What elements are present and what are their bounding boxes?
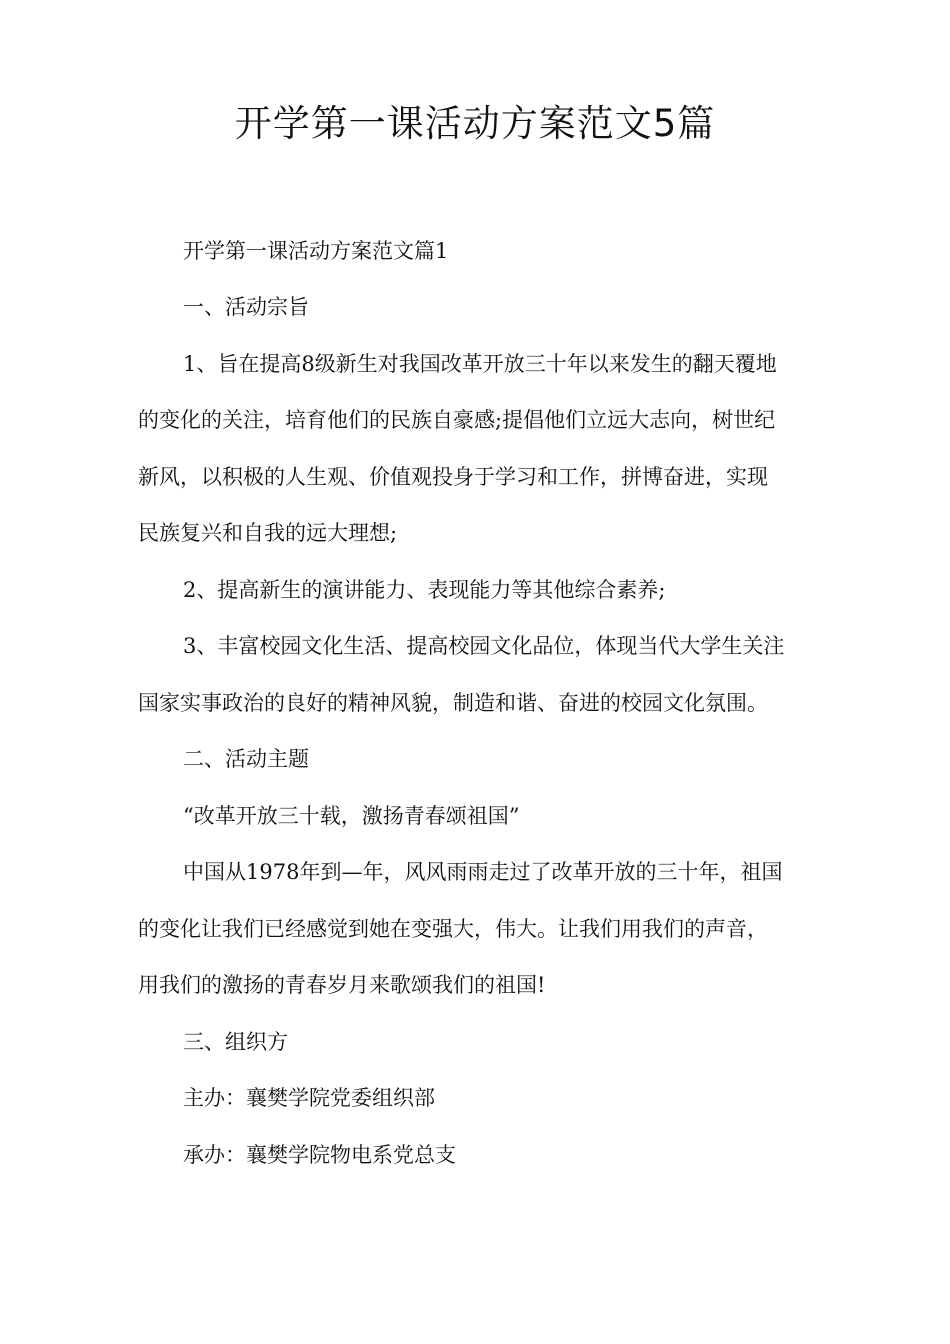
paragraph-line: 的变化让我们已经感觉到她在变强大，伟大。让我们用我们的声音， <box>138 917 768 941</box>
subheading-purpose: 一、活动宗旨 <box>183 295 309 319</box>
subheading-theme: 二、活动主题 <box>183 747 309 771</box>
organizer-host: 主办：襄樊学院党委组织部 <box>183 1086 435 1110</box>
theme-slogan: “改革开放三十载，激扬青春颂祖国” <box>183 804 520 828</box>
paragraph-line: 中国从1978年到—年，风风雨雨走过了改革开放的三十年，祖国 <box>183 860 783 884</box>
paragraph-line: 用我们的激扬的青春岁月来歌颂我们的祖国! <box>138 973 546 997</box>
organizer-undertaker: 承办：襄樊学院物电系党总支 <box>183 1143 456 1167</box>
paragraph-line: 3、丰富校园文化生活、提高校园文化品位，体现当代大学生关注 <box>183 634 785 658</box>
paragraph-line: 1、旨在提高8级新生对我国改革开放三十年以来发生的翻天覆地 <box>183 352 777 376</box>
document-title: 开学第一课活动方案范文5篇 <box>234 102 716 145</box>
section-heading-1: 开学第一课活动方案范文篇1 <box>183 239 449 263</box>
paragraph-line: 国家实事政治的良好的精神风貌，制造和谐、奋进的校园文化氛围。 <box>138 691 768 715</box>
paragraph-line: 民族复兴和自我的远大理想; <box>138 521 398 545</box>
paragraph-line: 的变化的关注，培育他们的民族自豪感;提倡他们立远大志向，树世纪 <box>138 408 776 432</box>
subheading-organizers: 三、组织方 <box>183 1030 288 1054</box>
paragraph-line: 新风，以积极的人生观、价值观投身于学习和工作，拼博奋进，实现 <box>138 465 768 489</box>
paragraph-line: 2、提高新生的演讲能力、表现能力等其他综合素养; <box>183 578 666 602</box>
